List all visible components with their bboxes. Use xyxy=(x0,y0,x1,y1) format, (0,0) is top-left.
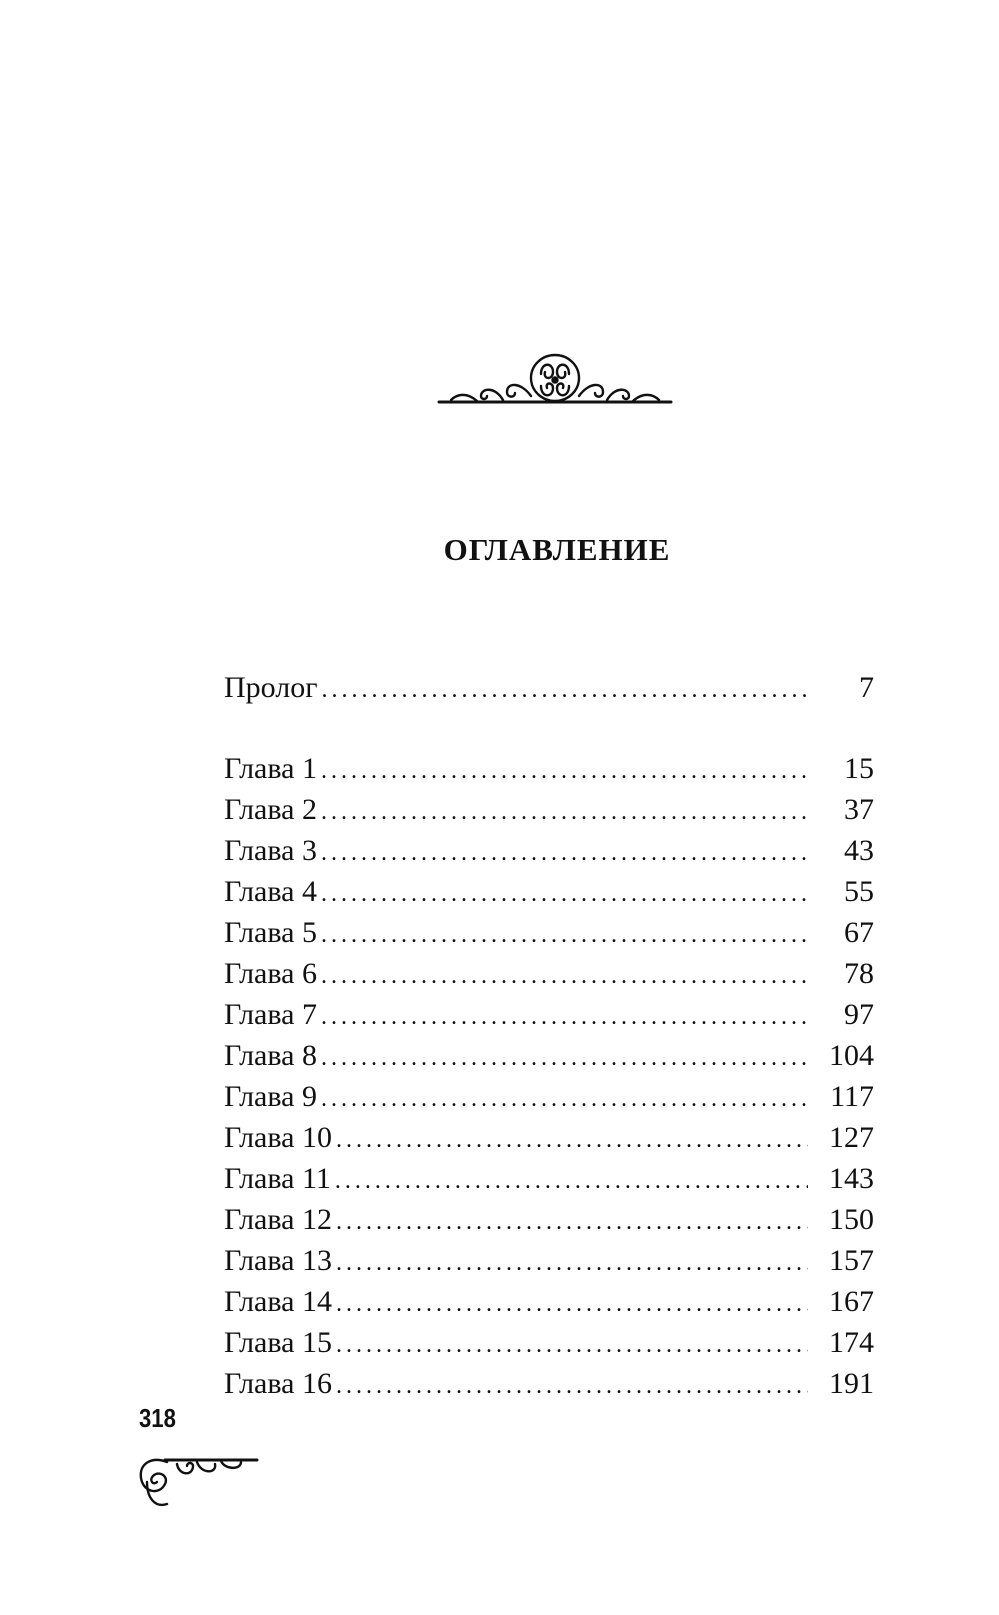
toc-entry-label: Глава 6 xyxy=(224,957,317,990)
toc-entry xyxy=(224,916,874,957)
toc-entry xyxy=(224,1039,874,1080)
toc-entry xyxy=(224,875,874,916)
toc-entry xyxy=(224,998,874,1039)
toc-entry-page: 7 xyxy=(859,671,874,704)
toc-entry-page: 174 xyxy=(829,1326,874,1359)
dot-leader xyxy=(321,799,808,826)
toc-entry-label: Глава 15 xyxy=(224,1326,332,1359)
corner-flourish-icon xyxy=(137,1452,259,1512)
toc-entry-page: 150 xyxy=(829,1203,874,1236)
toc-entry-label: Глава 1 xyxy=(224,752,317,785)
toc-entry-label: Глава 11 xyxy=(224,1162,331,1195)
dot-leader xyxy=(336,1291,808,1318)
table-of-contents xyxy=(224,671,874,1408)
toc-entry-label: Глава 9 xyxy=(224,1080,317,1113)
toc-entry xyxy=(224,671,874,712)
toc-entry-label: Глава 7 xyxy=(224,998,317,1031)
toc-entry xyxy=(224,1285,874,1326)
dot-leader xyxy=(321,1045,808,1072)
toc-entry-label: Глава 5 xyxy=(224,916,317,949)
toc-entry-label: Глава 2 xyxy=(224,793,317,826)
dot-leader xyxy=(336,1209,808,1236)
dot-leader xyxy=(336,1127,808,1154)
toc-entry-label: Глава 13 xyxy=(224,1244,332,1277)
toc-entry-page: 97 xyxy=(844,998,874,1031)
dot-leader xyxy=(321,840,808,867)
toc-entry xyxy=(224,793,874,834)
dot-leader xyxy=(321,758,808,785)
toc-entry-page: 67 xyxy=(844,916,874,949)
page-number: 318 xyxy=(139,1403,176,1433)
toc-entry-page: 117 xyxy=(830,1080,874,1113)
toc-entry-page: 167 xyxy=(829,1285,874,1318)
toc-entry-label: Пролог xyxy=(224,671,318,704)
toc-entry xyxy=(224,834,874,875)
toc-entry-page: 78 xyxy=(844,957,874,990)
toc-entry-label: Глава 10 xyxy=(224,1121,332,1154)
toc-entry-page: 15 xyxy=(844,752,874,785)
dot-leader xyxy=(336,1250,808,1277)
toc-entry xyxy=(224,1203,874,1244)
toc-entry-label: Глава 8 xyxy=(224,1039,317,1072)
dot-leader xyxy=(335,1168,808,1195)
toc-entry-label: Глава 4 xyxy=(224,875,317,908)
toc-entry xyxy=(224,1244,874,1285)
dot-leader xyxy=(336,1373,808,1400)
toc-entry xyxy=(224,1367,874,1408)
toc-entry xyxy=(224,1121,874,1162)
toc-entry-label: Глава 12 xyxy=(224,1203,332,1236)
toc-entry xyxy=(224,1080,874,1121)
toc-entry-label: Глава 16 xyxy=(224,1367,332,1400)
dot-leader xyxy=(322,677,808,704)
dot-leader xyxy=(321,922,808,949)
toc-entry-page: 191 xyxy=(829,1367,874,1400)
toc-entry-page: 104 xyxy=(829,1039,874,1072)
toc-entry-page: 55 xyxy=(844,875,874,908)
toc-entry xyxy=(224,1162,874,1203)
toc-entry-page: 43 xyxy=(844,834,874,867)
dot-leader xyxy=(321,1086,808,1113)
dot-leader xyxy=(336,1332,808,1359)
toc-entry-label: Глава 14 xyxy=(224,1285,332,1318)
toc-entry-page: 127 xyxy=(829,1121,874,1154)
toc-entry-page: 157 xyxy=(829,1244,874,1277)
toc-entry xyxy=(224,957,874,998)
toc-entry xyxy=(224,752,874,793)
dot-leader xyxy=(321,1004,808,1031)
toc-entry-page: 143 xyxy=(829,1162,874,1195)
decorative-ornament-icon xyxy=(437,352,673,410)
dot-leader xyxy=(321,963,808,990)
dot-leader xyxy=(321,881,808,908)
toc-entry xyxy=(224,1326,874,1367)
toc-entry-page: 37 xyxy=(844,793,874,826)
page-title: ОГЛАВЛЕНИЕ xyxy=(443,532,671,567)
toc-entry-label: Глава 3 xyxy=(224,834,317,867)
